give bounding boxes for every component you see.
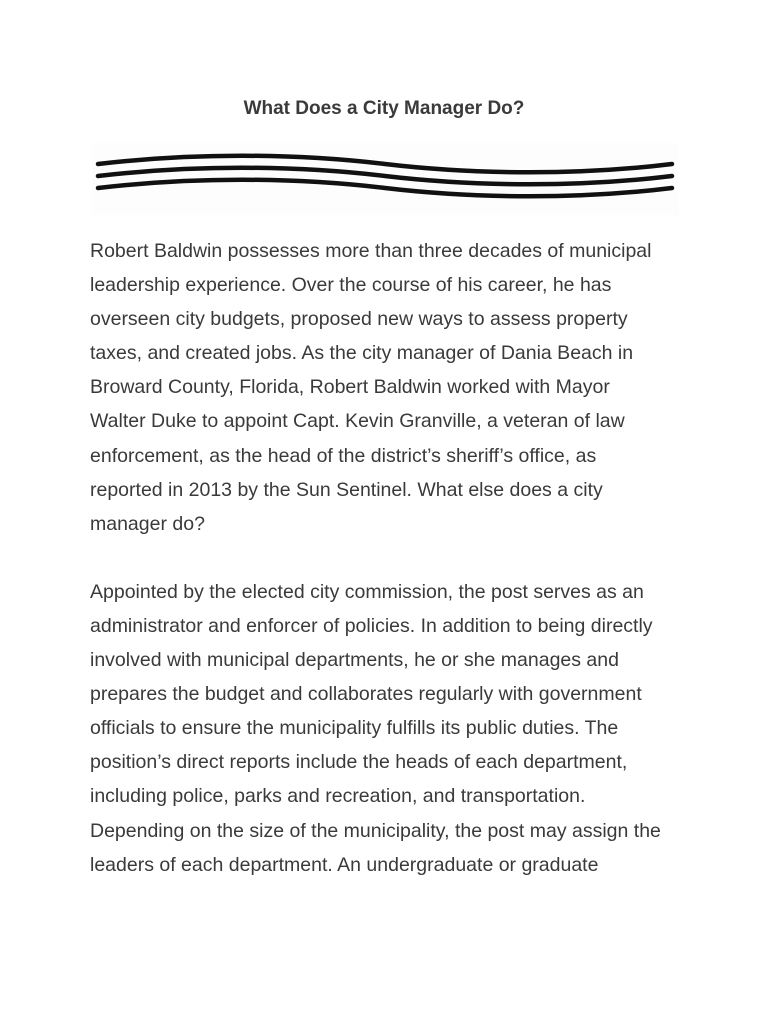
- text-line: prepares the budget and collaborates regularly with government: [90, 683, 642, 706]
- text-line: enforcement, as the head of the district’s sheriff’s office, as: [90, 444, 597, 467]
- text-line: Robert Baldwin possesses more than three decades of municipal: [90, 240, 652, 262]
- text-line: manager do?: [90, 512, 205, 535]
- text-line: Walter Duke to appoint Capt. Kevin Granville, a veteran of law: [90, 410, 625, 433]
- text-line: involved with municipal departments, he or she manages and: [90, 649, 619, 672]
- text-line: leadership experience. Over the course of his career, he has: [90, 274, 612, 297]
- text-line: reported in 2013 by the Sun Sentinel. What else does a city: [90, 478, 603, 501]
- text-line: overseen city budgets, proposed new ways to assess property: [90, 308, 628, 331]
- text-line: position’s direct reports include the heads of each department,: [90, 751, 628, 774]
- article-body: [90, 234, 690, 882]
- text-line: Broward County, Florida, Robert Baldwin worked with Mayor: [90, 376, 610, 399]
- paragraph-1: [90, 234, 690, 541]
- text-line: Appointed by the elected city commission, the post serves as an: [90, 580, 644, 603]
- paragraph-2: [90, 575, 690, 882]
- text-line: administrator and enforcer of policies. In addition to being directly: [90, 614, 653, 637]
- text-line: taxes, and created jobs. As the city manager of Dania Beach in: [90, 342, 634, 365]
- text-line: leaders of each department. An undergraduate or graduate: [90, 853, 599, 876]
- page-title: What Does a City Manager Do?: [243, 98, 525, 119]
- text-line: Depending on the size of the municipality, the post may assign the: [90, 819, 661, 842]
- wavy-lines-divider-icon: [92, 143, 679, 215]
- text-line: officials to ensure the municipality fulfills its public duties. The: [90, 717, 619, 740]
- text-line: including police, parks and recreation, and transportation.: [90, 785, 586, 808]
